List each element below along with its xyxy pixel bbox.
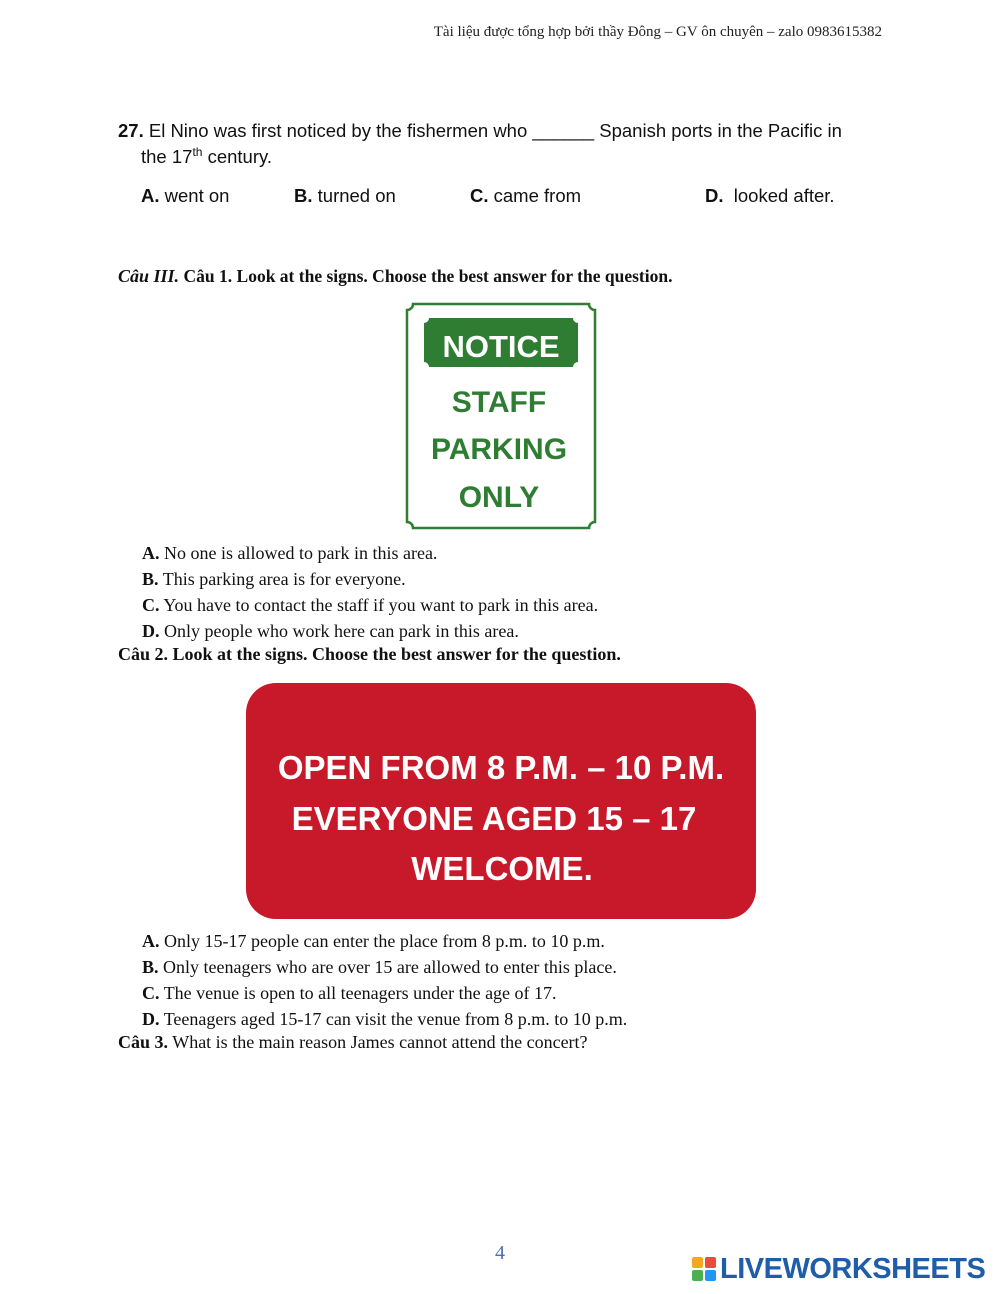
page-number: 4: [495, 1242, 505, 1264]
q1-option-d[interactable]: D. Only people who work here can park in this area.: [142, 621, 519, 641]
question-1-options: [142, 540, 598, 644]
question-text-line2-post: century.: [202, 146, 273, 167]
q2-option-c[interactable]: C. The venue is open to all teenagers under the age of 17.: [142, 983, 557, 1003]
question-1-title: Câu 1. Look at the signs. Choose the best answer for the question.: [183, 266, 673, 286]
q1-option-c[interactable]: C. You have to contact the staff if you want to park in this area.: [142, 595, 599, 615]
option-d[interactable]: D. looked after.: [705, 185, 835, 206]
sign-welcome-text: WELCOME.: [411, 850, 593, 887]
question-3: [118, 1032, 588, 1053]
question-3-text: What is the main reason James cannot attend the concert?: [172, 1032, 588, 1052]
brand-name: LIVEWORKSHEETS: [720, 1252, 986, 1285]
liveworksheets-logo[interactable]: [692, 1252, 985, 1286]
question-text-line2-pre: the 17: [141, 146, 193, 167]
question-number: 27.: [118, 120, 144, 141]
sign-open-hours-text: OPEN FROM 8 P.M. – 10 P.M.: [277, 749, 725, 786]
question-2-title: Câu 2. Look at the signs. Choose the best answer for the question.: [118, 644, 621, 664]
q2-option-d[interactable]: D. Teenagers aged 15-17 can visit the venue from 8 p.m. to 10 p.m.: [142, 1009, 628, 1029]
section-label: Câu III.: [118, 266, 180, 286]
q2-option-a[interactable]: A. Only 15-17 people can enter the place from 8 p.m. to 10 p.m.: [142, 931, 605, 951]
question-text-line1: El Nino was first noticed by the fishermen who ______ Spanish ports in the Pacific in: [148, 120, 842, 141]
section-title: [118, 266, 672, 287]
open-hours-sign: [246, 683, 756, 919]
q2-option-b[interactable]: B. Only teenagers who are over 15 are allowed to enter this place.: [142, 957, 617, 977]
page-header: Tài liệu được tổng hợp bởi thầy Đông – GV ôn chuyên – zalo 0983615382: [433, 24, 882, 40]
sign-only-text: ONLY: [458, 481, 540, 514]
option-a[interactable]: A. went on: [141, 185, 230, 206]
sign-parking-text: PARKING: [430, 433, 568, 466]
option-c[interactable]: C. came from: [470, 185, 582, 206]
question-2-options: [142, 928, 627, 1032]
question-27: [118, 118, 888, 170]
q1-option-a[interactable]: A. No one is allowed to park in this area.: [142, 543, 438, 563]
sign-age-text: EVERYONE AGED 15 – 17: [291, 800, 697, 837]
liveworksheets-icon: [692, 1257, 716, 1281]
sign-notice-text: NOTICE: [442, 329, 560, 364]
staff-parking-sign: [405, 302, 597, 530]
sign-staff-text: STAFF: [451, 386, 547, 419]
superscript-th: th: [192, 144, 203, 159]
question-27-options: [141, 185, 901, 213]
option-b[interactable]: B. turned on: [294, 185, 396, 206]
question-3-label: Câu 3.: [118, 1032, 169, 1052]
q1-option-b[interactable]: B. This parking area is for everyone.: [142, 569, 406, 589]
